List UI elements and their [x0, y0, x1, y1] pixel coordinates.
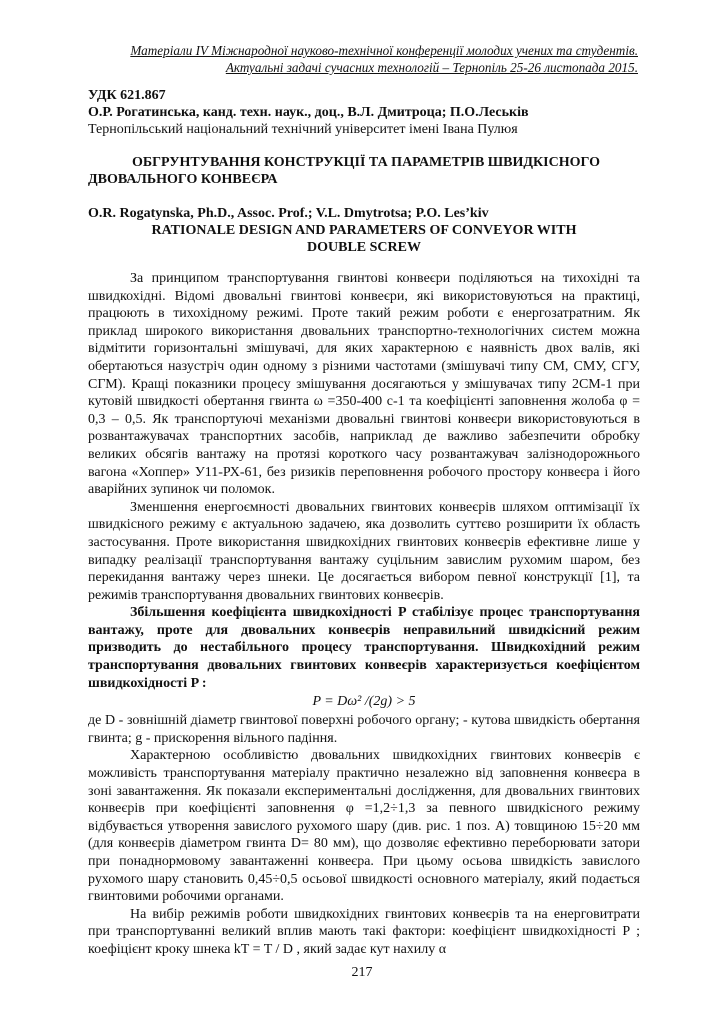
- paragraph-4: де D - зовнішній діаметр гвинтової поверхні робочого органу; - кутова швидкість обертання гвинта; g - прискорення вільного падіння.: [88, 713, 640, 746]
- running-header-line2: Актуальні задачі сучасних технологій – Тернопіль 25-26 листопада 2015.: [225, 60, 638, 75]
- paragraph-6: На вибір режимів роботи швидкохідних гвинтових конвеєрів та на енерговитрати при транспортуванні великий вплив мають такі фактори: коефіцієнт швидкохідності P ; коефіцієнт кроку шнека kT = T / D , який задає кут нахилу α: [88, 906, 640, 957]
- title-ua-line1: ОБГРУНТУВАННЯ КОНСТРУКЦІЇ ТА ПАРАМЕТРІВ ШВИДКІСНОГО: [132, 155, 600, 170]
- udk-code: УДК 621.867: [88, 88, 166, 103]
- title-ua-line2: ДВОВАЛЬНОГО КОНВЕЄРА: [88, 172, 278, 187]
- paragraph-1: За принципом транспортування гвинтові конвеєри поділяються на тихохідні та швидкохідні. Відомі двовальні гвинтові конвеєри, які використовуються на практиці, працюють в тихохідному режимі. Проте такий режим роботи є енергозатратним. Як приклад широкого використання двовальних транспортно-технологічних систем можна відмітити горизонтальні змішувачі, для яких характерною є наявність двох валів, які обертаються назустріч один одному з різними частотами (змішувачі типу СМ, СМУ, СГУ, СГМ). Кращі показники процесу змішування досягаються у змішувачах типу 2СМ-1 при кутовій швидкості обертання гвинта ω =350-400 с-1 та коефіцієнті заповнення жолоба φ = 0,3 – 0,5. Як транспортуючі механізми двовальні гвинтові конвеєри використовуються в розвантажувачах транспортних засобів, наприклад де важливо забезпечити обробку великих обсягів вантажу на протязі короткого часу розвантажувач залізнодорожнього вагона «Хоппер» У11-РХ-61, без ризиків переповнення робочого простору конвеєра і його аварійних зупинок чи поломок.: [88, 271, 640, 498]
- formula-speed-coefficient: P = Dω² /(2g) > 5: [312, 694, 416, 710]
- paragraph-5: Характерною особливістю двовальних швидкохідних гвинтових конвеєрів є можливість транспортування матеріалу практично незалежно від заповнення конвеєра в зоні завантаження. Як показали експериментальні дослідження, для двовальних гвинтових конвеєрів при коефіцієнті заповнення φ =1,2÷1,3 за певного швидкісного режиму відбувається утворення завислого рухомого шару (див. рис. 1 поз. А) товщиною 15÷20 мм (для конвеєрів діаметром гвинта D= 80 мм), що дозволяє ефективно переборювати затори при понаднормовому завантаженні конвеєра. При цьому осьова швидкість завислого рухомого шару становить 0,45÷0,5 осьової швидкості основного матеріалу, який подається гвинтовими робочими органами.: [88, 748, 640, 905]
- affiliation: Тернопільський національний технічний університет імені Івана Пулюя: [88, 122, 518, 137]
- title-en-line2: DOUBLE SCREW: [307, 240, 421, 255]
- running-header-line1: Матеріали IV Міжнародної науково-технічної конференції молодих учених та студентів.: [130, 43, 638, 58]
- paragraph-2: Зменшення енергоємності двовальних гвинтових конвеєрів шляхом оптимізації їх швидкісного режиму є актуальною задачею, яка дозволить суттєво розширити їх область застосування. Проте використання швидкохідних гвинтових конвеєрів ефективне лише у випадку реалізації транспортування вантажу суцільним завислим рухомим шаром, без перекидання вантажу через шнеки. Це досягається вибором певної конструкції [1], та режимів транспортування двовальних гвинтових конвеєрів.: [88, 499, 640, 603]
- authors-en: O.R. Rogatynska, Ph.D., Assoc. Prof.; V.L. Dmytrotsa; P.O. Les’kiv: [88, 206, 489, 221]
- paragraph-3: Збільшення коефіцієнта швидкохідності P стабілізує процес транспортування вантажу, проте для двовальних конвеєрів неправильний швидкісний режим призводить до нестабільного процесу транспортування. Швидкохідний режим транспортування двовальних гвинтових конвеєрів характеризується коефіцієнтом швидкохідності P :: [88, 605, 640, 691]
- authors-ua: О.Р. Рогатинська, канд. техн. наук., доц., В.Л. Дмитроца; П.О.Леськів: [88, 105, 529, 120]
- page-number: 217: [351, 965, 373, 980]
- title-en-line1: RATIONALE DESIGN AND PARAMETERS OF CONVEYOR WITH: [151, 223, 577, 238]
- body-text: [88, 270, 640, 959]
